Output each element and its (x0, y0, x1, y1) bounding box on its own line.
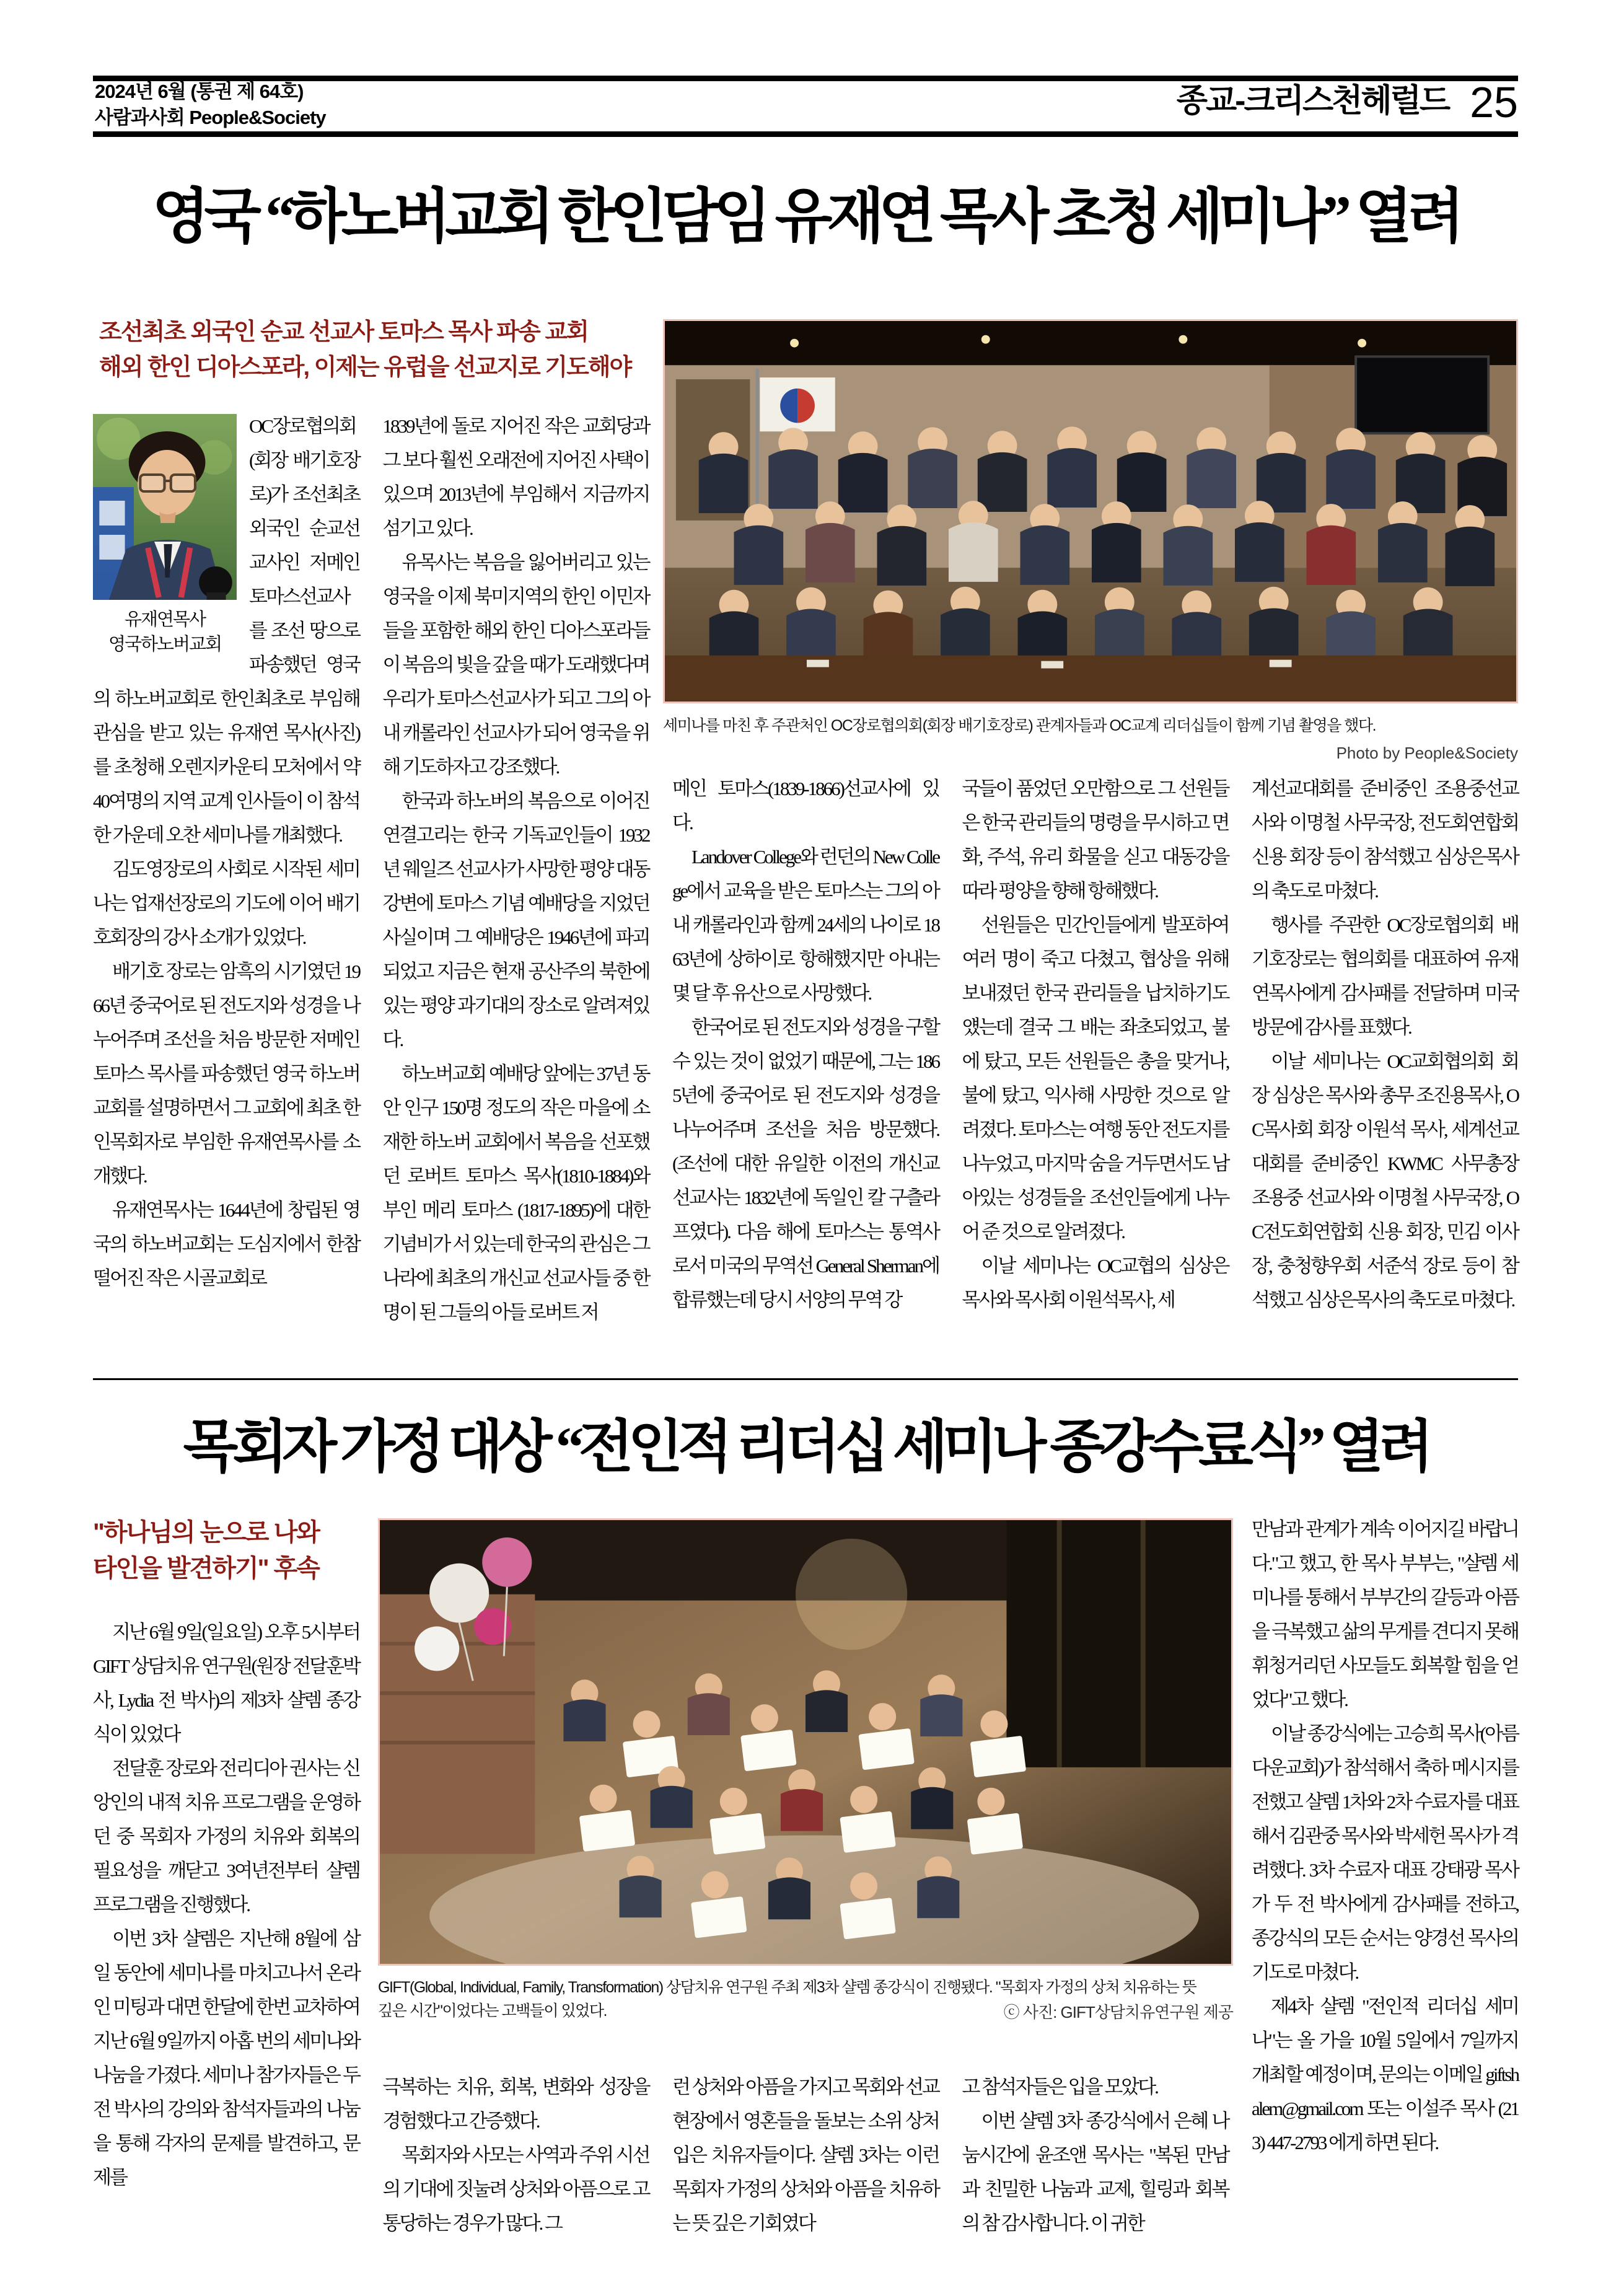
article-divider-rule (93, 1378, 1518, 1380)
article2-col1-p1: 지난 6월 9일(일요일) 오후 5시부터 GIFT 상담치유 연구원(원장 전달훈박사, Lydia 전 박사)의 제3차 샬렘 종강식이 있었다 (93, 1621, 359, 1745)
article2-subhead-line1: "하나님의 눈으로 나와 (93, 1519, 319, 1546)
speaker-portrait-figure (93, 414, 237, 657)
masthead-bottom-rule (93, 131, 1518, 137)
article1-photo-caption: 세미나를 마친 후 주관처인 OC장로협의회(회장 배기호장로) 관계자들과 OC교계 리더십들이 함께 기념 촬영을 했다. (663, 717, 1376, 734)
article2-col2-p1: 극복하는 치유, 회복, 변화와 성장을 경험했다고 간증했다. (382, 2076, 649, 2132)
article2-column-3 (672, 1512, 939, 2240)
article1-col4-p3: 이날 세미나는 OC교협의 심상은 목사와 목사회 이원석목사, 세 (962, 1255, 1229, 1311)
article1-col3-p2: Landover College와 런던의 New College에서 교육을 받은 토마스는 그의 아내 캐롤라인과 함께 24세의 나이로 1863년에 상하이로 항해했지만 아내는 몇 달 후 유산으로 사망했다. (672, 846, 939, 1004)
article1-body (93, 409, 1518, 1329)
article1-col1-p2: 김도영장로의 사회로 시작된 세미나는 업재선장로의 기도에 이어 배기호회장의 강사 소개가 있었다. (93, 858, 359, 948)
article1-col2-p1: 1839년에 돌로 지어진 작은 교회당과 그 보다 훨씬 오래전에 지어진 사택이 있으며 2013년에 부임해서 지금까지 섬기고 있다. (382, 415, 649, 539)
article1-col2-p2: 유목사는 복음을 잃어버리고 있는 영국을 이제 북미지역의 한인 이민자들을 포함한 해외 한인 디아스포라들이 복음의 빛을 갚을 때가 도래했다며 우리가 토마스선교사가 되고 그의 아내 캐롤라인 선교사가 되어 영국을 위해 기도하자고 강조했다. (382, 552, 649, 778)
page-number: 25 (1470, 77, 1518, 126)
section-title: 종교-크리스천헤럴드 (1176, 83, 1449, 119)
article1-column-1 (93, 409, 359, 1329)
article2-photo-caption: GIFT(Global, Individual, Family, Transformation) 상담치유 연구원 주최 제3차 샬렘 종강식이 진행됐다. "목회자 가정의 상처 치유하는 뜻 깊은 시간"이었다는 고백들이 있었다. (378, 1979, 1196, 2020)
article1-headline: 영국 “하노버교회 한인담임 유재연 목사 초청 세미나” 열려 (152, 183, 1459, 250)
article2-column-5 (1252, 1512, 1518, 2240)
article1-col4-p1: 국들이 품었던 오만함으로 그 선원들은 한국 관리들의 명령을 무시하고 면화, 주석, 유리 화물을 싣고 대동강을 따라 평양을 향해 항해했다. (962, 778, 1229, 902)
article1-column-2 (383, 409, 649, 1329)
section-line: 사람과사회 People&Society (95, 107, 326, 128)
masthead-right-block (1177, 77, 1518, 125)
article1-col4-p2: 선원들은 민간인들에게 발포하여 여러 명이 죽고 다쳤고, 협상을 위해 보내졌던 한국 관리들을 납치하기도 얬는데 결국 그 배는 좌초되었고, 불에 탔고, 모든 선원들은 총을 맞거나, 불에 탔고, 익사해 사망한 것으로 알려졌다. 토마스는 여행 동안 전도지를 나누었고, 마지막 숨을 거두면서도 남아있는 성경들을 조선인들에게 나누어 준 것으로 알려졌다. (962, 914, 1229, 1243)
article1-col5-p1: 계선교대회를 준비중인 조용중선교사와 이명철 사무국장, 전도회연합회 신용 회장 등이 참석했고 심상은목사의 축도로 마쳤다. (1252, 778, 1518, 902)
article2-col4-p2: 이번 샬렘 3차 종강식에서 은혜 나눔시간에 윤조앤 목사는 "복된 만남과 친밀한 나눔과 교제, 힐링과 회복의 참 감사합니다. 이 귀한 (962, 2110, 1229, 2234)
article2-col4-p1: 고 참석자들은 입을 모았다. (962, 2076, 1157, 2098)
article2-column-2 (383, 1512, 649, 2240)
article2-body (93, 1512, 1518, 2240)
article1-photo-credit: Photo by People&Society (1336, 744, 1518, 762)
article2-col1-p3: 이번 3차 샬렘은 지난해 8월에 삼일 동안에 세미나를 마치고나서 온라인 미팅과 대면 한달에 한번 교차하여 지난 6월 9일까지 아홉 번의 세미나와 나눔을 가졌다. 세미나 참가자들은 두 전 박사의 강의와 참석자들과의 나눔을 통해 각자의 문제를 발견하고, 문제를 (93, 1928, 359, 2188)
article1-col3-p3: 한국어로 된 전도지와 성경을 구할 수 있는 것이 없었기 때문에, 그는 1865년에 중국어로 된 전도지와 성경을 나누어주며 조선을 처음 방문했다. (조선에 대한 유일한 이전의 개신교 선교사는 1832년에 독일인 칼 구츨라프였다). 다음 해에 토마스는 통역사로서 미국의 무역선 General Sherman에 합류했는데 당시 서양의 무역 강 (672, 1016, 939, 1311)
article1-col5-p3: 이날 세미나는 OC교회협의회 회장 심상은 목사와 총무 조진용목사, OC목사회 회장 이원석 목사, 세계선교대회를 준비중인 KWMC 사무총장 조용중 선교사와 이명철 사무국장, OC전도회연합회 신용 회장, 민김 이사장, 충청향우회 서준석 장로 등이 참석했고 심상은목사의 축도로 마쳤다. (1252, 1050, 1518, 1311)
article1-column-3 (672, 409, 939, 1329)
article2-col5-p2: 이날 종강식에는 고승희 목사(아름다운교회)가 참석해서 축하 메시지를 전했고 샬렘 1차와 2차 수료자를 대표해서 김관중 목사와 박세헌 목사가 격려했다. 3차 수료자 대표 강태광 목사가 두 전 박사에게 감사패를 전하고, 종강식의 모든 순서는 양경선 목사의 기도로 마쳤다. (1252, 1723, 1518, 1983)
article1-subhead (99, 315, 631, 385)
speaker-portrait-image (93, 414, 237, 600)
article2-col5-p3: 제4차 샬렘 "전인적 리더십 세미나"는 올 가을 10월 5일에서 7일까지 개최할 예정이며, 문의는 이메일 giftshalem@gmail.com 또는 이설주 목사 (213) 447-2793 에게 하면 된다. (1252, 1995, 1518, 2153)
article1-col1-p3: 배기호 장로는 암흑의 시기였던 1966년 중국어로 된 전도지와 성경을 나누어주며 조선을 처음 방문한 저메인 토마스 목사를 파송했던 영국 하노버교회를 설명하면서 그 교회에 최초 한인목회자로 부임한 유재연목사를 소개했다. (93, 961, 359, 1187)
article2-subhead-line2: 타인을 발견하기" 후속 (93, 1555, 319, 1582)
article1-column-5 (1252, 409, 1518, 1329)
article2-column-1 (93, 1512, 359, 2240)
article1-col1-p4: 유재연목사는 1644년에 창립된 영국의 하노버교회는 도심지에서 한참 떨어진 작은 시골교회로 (93, 1199, 359, 1289)
article1-col3-p1: 메인 토마스(1839-1866)선교사에 있다. (672, 778, 939, 834)
article1-column-4 (962, 409, 1229, 1329)
article1-col1-p1: OC장로협의회(회장 배기호장로)가 조선최초 외국인 순교선교사인 저메인 토마스선교사를 조선 땅으로 파송했던 영국의 하노버교회로 한인최초로 부임해 관심을 받고 있는 유재연 목사(사진)를 초청해 오렌지카운티 모처에서 약 40여명의 지역 교계 인사들이 이 참석한 가운데 오찬 세미나를 개최했다. (93, 415, 359, 846)
article2-col1-p2: 전달훈 장로와 전리디아 권사는 신앙인의 내적 치유 프로그램을 운영하던 중 목회자 가정의 치유와 회복의 필요성을 깨닫고 3여년전부터 샬렘 프로그램을 진행했다. (93, 1757, 359, 1916)
article1-subhead-line1: 조선최초 외국인 순교 선교사 토마스 목사 파송 교회 (99, 319, 588, 345)
article1-col2-p3: 한국과 하노버의 복음으로 이어진 연결고리는 한국 기독교인들이 1932년 웨일즈 선교사가 사망한 평양 대동강변에 토마스 기념 예배당을 지었던 사실이며 그 예배당은 1946년에 파괴되었고 지금은 현재 공산주의 북한에 있는 평양 과기대의 장소로 알려져있다. (382, 790, 649, 1050)
article2-col5-p1: 만남과 관계가 계속 이어지길 바랍니다."고 했고, 한 목사 부부는, "샬렘 세미나를 통해서 부부간의 갈등과 아픔을 극복했고 삶의 무게를 견디지 못해 휘청거리던 사모들도 회복할 힘을 얻었다"고 했다. (1252, 1518, 1518, 1710)
masthead-left-block (95, 79, 326, 131)
issue-line: 2024년 6월 (통권 제 64호) (95, 81, 304, 102)
portrait-caption-name: 유재연목사 (124, 610, 206, 630)
article2-col2-p2: 목회자와 사모는 사역과 주위 시선의 기대에 짓눌려 상처와 아픔으로 고통당하는 경우가 많다. 그 (382, 2144, 649, 2234)
article2-headline: 목회자 가정 대상 “전인적 리더십 세미나 종강수료식” 열려 (183, 1415, 1428, 1479)
article2-photo-credit: ⓒ 사진: GIFT상담치유연구원 제공 (1003, 2003, 1233, 2021)
body-paragraph (93, 409, 359, 852)
article2-column-4 (962, 1512, 1229, 2240)
article2-subhead (93, 1515, 359, 1586)
portrait-caption-church: 영국하노버교회 (108, 635, 222, 654)
article1-col5-p2: 행사를 주관한 OC장로협의회 배기호장로는 협의회를 대표하여 유재연목사에게 감사패를 전달하며 미국 방문에 감사를 표했다. (1252, 914, 1518, 1038)
article1-subhead-line2: 해외 한인 디아스포라, 이제는 유럽을 선교지로 기도해야 (99, 354, 631, 380)
article2-col3-p1: 런 상처와 아픔을 가지고 목회와 선교 현장에서 영혼들을 돌보는 소위 상처입은 치유자들이다. 샬렘 3차는 이런 목회자 가정의 상처와 아픔을 치유하는 뜻 깊은 기회였다 (672, 2076, 939, 2234)
article1-col2-p4: 하노버교회 예배당 앞에는 37년 동안 인구 150명 정도의 작은 마을에 소재한 하노버 교회에서 복음을 선포했던 로버트 토마스 목사(1810-1884)와 부인 메리 토마스 (1817-1895)에 대한 기념비가 서 있는데 한국의 관심은 그 나라에 최초의 개신교 선교사들 중 한 명이 된 그들의 아들 로버트 저 (382, 1063, 649, 1323)
